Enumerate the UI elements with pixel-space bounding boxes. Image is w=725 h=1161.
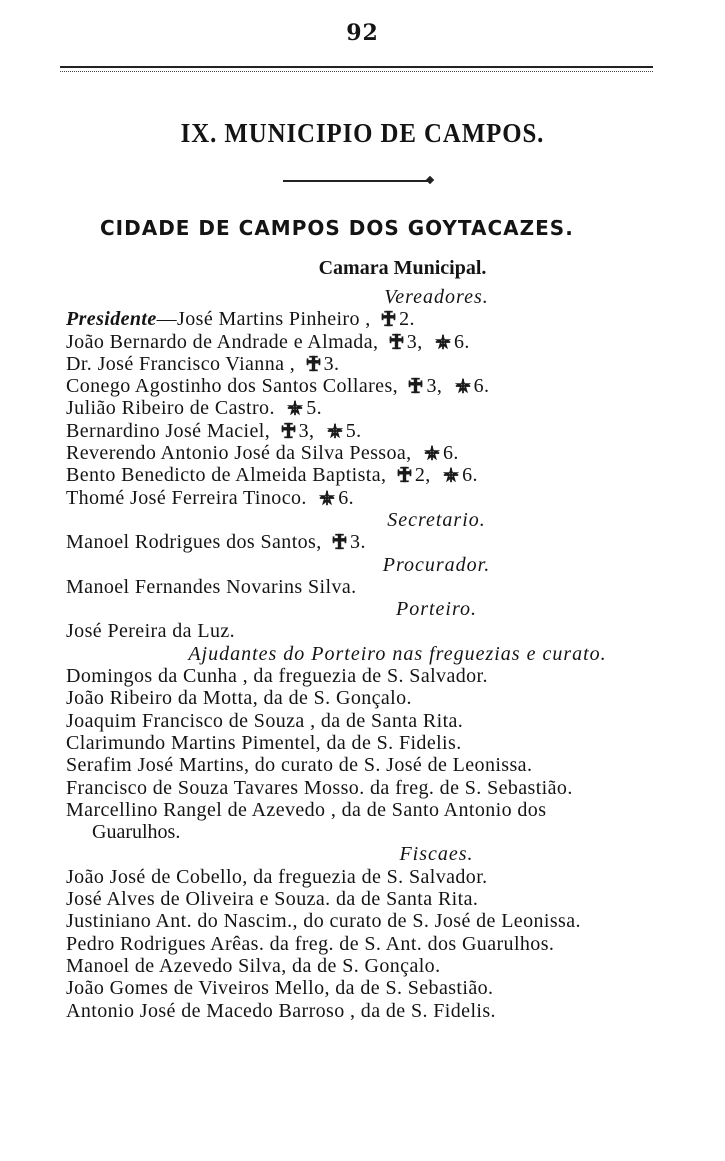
decoration-grade: 6. [442, 442, 459, 465]
fiscal-entry: Manoel de Azevedo Silva, da de S. Gonçalo. [66, 954, 441, 977]
order-star-icon [326, 422, 344, 440]
vereador-presidente [0, 308, 725, 330]
heading-fiscaes: Fiscaes. [399, 843, 474, 866]
ajudante-entry: Joaquim Francisco de Souza , da de Santa Rita. [66, 709, 464, 732]
ajudante-entry-continuation: Guarulhos. [92, 821, 181, 844]
heading-procurador: Procurador. [382, 553, 491, 576]
ajudante-entry: Marcellino Rangel de Azevedo , da de Santo Antonio dos [66, 798, 547, 821]
vereador-entry [0, 420, 725, 442]
presidente-role: Presidente [66, 308, 157, 331]
order-cross-icon [407, 377, 424, 394]
presidente-name: —José Martins Pinheiro , [156, 308, 371, 331]
fiscal-entry: Justiniano Ant. do Nascim., do curato de S. José de Leonissa. [66, 910, 581, 933]
order-cross-icon [380, 310, 397, 327]
vereador-name: Julião Ribeiro de Castro. [66, 397, 275, 420]
porteiro-entry: José Pereira da Luz. [66, 620, 236, 643]
section-title: IX. MUNICIPIO DE CAMPOS. [180, 118, 545, 148]
fiscal-entry: Pedro Rodrigues Arêas. da freg. de S. Ant. dos Guarulhos. [66, 932, 555, 955]
vereador-entry [0, 442, 725, 464]
vereador-entry [0, 353, 725, 375]
decoration-grade: 2. [399, 308, 415, 331]
fiscal-entry: João José de Cobello, da freguezia de S. Salvador. [66, 865, 488, 888]
decoration-grade: 6. [338, 486, 354, 509]
fiscal-entry: Antonio José de Macedo Barroso , da de S. Fidelis. [66, 999, 496, 1022]
heading-ajudantes: Ajudantes do Porteiro nas freguezias e curato. [188, 642, 607, 665]
ornament-rule [283, 180, 429, 182]
ajudante-entry: Francisco de Souza Tavares Mosso. da freg. de S. Sebastião. [66, 776, 573, 799]
vereador-entry [0, 331, 725, 353]
vereador-name: Bernardino José Maciel, [66, 419, 271, 442]
header-rule [60, 66, 653, 72]
vereador-entry [0, 464, 725, 486]
heading-porteiro: Porteiro. [395, 598, 478, 621]
decoration-grade: 6. [454, 330, 470, 353]
chamber-title: Camara Municipal. [318, 257, 487, 279]
decoration-grade: 6. [473, 375, 490, 398]
decoration-grade: 2, [414, 464, 431, 487]
vereador-name: Bento Benedicto de Almeida Baptista, [66, 464, 387, 487]
fiscal-entry: João Gomes de Viveiros Mello, da de S. Sebastião. [66, 977, 494, 1000]
ajudante-entry: João Ribeiro da Motta, da de S. Gonçalo. [66, 687, 412, 710]
decoration-grade: 6. [462, 464, 478, 487]
order-cross-icon [280, 422, 297, 439]
order-star-icon [434, 333, 452, 351]
decoration-grade: 3. [350, 531, 366, 554]
vereador-name: Dr. José Francisco Vianna , [66, 352, 296, 375]
order-cross-icon [331, 533, 348, 550]
vereador-name: Reverendo Antonio José da Silva Pessoa, [66, 442, 412, 465]
order-cross-icon [388, 333, 405, 350]
decoration-grade: 3, [298, 419, 315, 442]
order-cross-icon [396, 466, 413, 483]
decoration-grade: 3, [426, 375, 443, 398]
order-star-icon [454, 377, 472, 395]
vereador-name: João Bernardo de Andrade e Almada, [66, 330, 379, 353]
vereador-name: Thomé José Ferreira Tinoco. [66, 486, 307, 509]
vereador-name: Conego Agostinho dos Santos Collares, [66, 375, 399, 398]
procurador-entry: Manoel Fernandes Novarins Silva. [66, 575, 357, 598]
order-star-icon [286, 399, 304, 417]
vereador-entry [0, 375, 725, 397]
heading-secretario: Secretario. [387, 508, 486, 531]
ajudante-entry: Clarimundo Martins Pimentel, da de S. Fidelis. [66, 731, 462, 754]
order-cross-icon [305, 355, 322, 372]
decoration-grade: 3. [323, 352, 340, 375]
order-star-icon [442, 466, 460, 484]
city-title: CIDADE DE CAMPOS DOS GOYTACAZES. [100, 216, 574, 240]
order-star-icon [318, 489, 336, 507]
vereador-entry [0, 397, 725, 419]
decoration-grade: 3, [406, 330, 423, 353]
fiscal-entry: José Alves de Oliveira e Souza. da de Santa Rita. [66, 888, 479, 911]
page-number: 92 [346, 20, 379, 46]
ajudante-entry: Serafim José Martins, do curato de S. José de Leonissa. [66, 754, 533, 777]
secretario-name: Manoel Rodrigues dos Santos, [66, 531, 322, 554]
ajudante-entry: Domingos da Cunha , da freguezia de S. Salvador. [66, 665, 488, 688]
roster [0, 286, 725, 1022]
decoration-grade: 5. [345, 419, 362, 442]
decoration-grade: 5. [306, 397, 323, 420]
secretario-entry [0, 531, 725, 553]
order-star-icon [423, 444, 441, 462]
vereador-entry [0, 487, 725, 509]
heading-vereadores: Vereadores. [384, 286, 489, 308]
